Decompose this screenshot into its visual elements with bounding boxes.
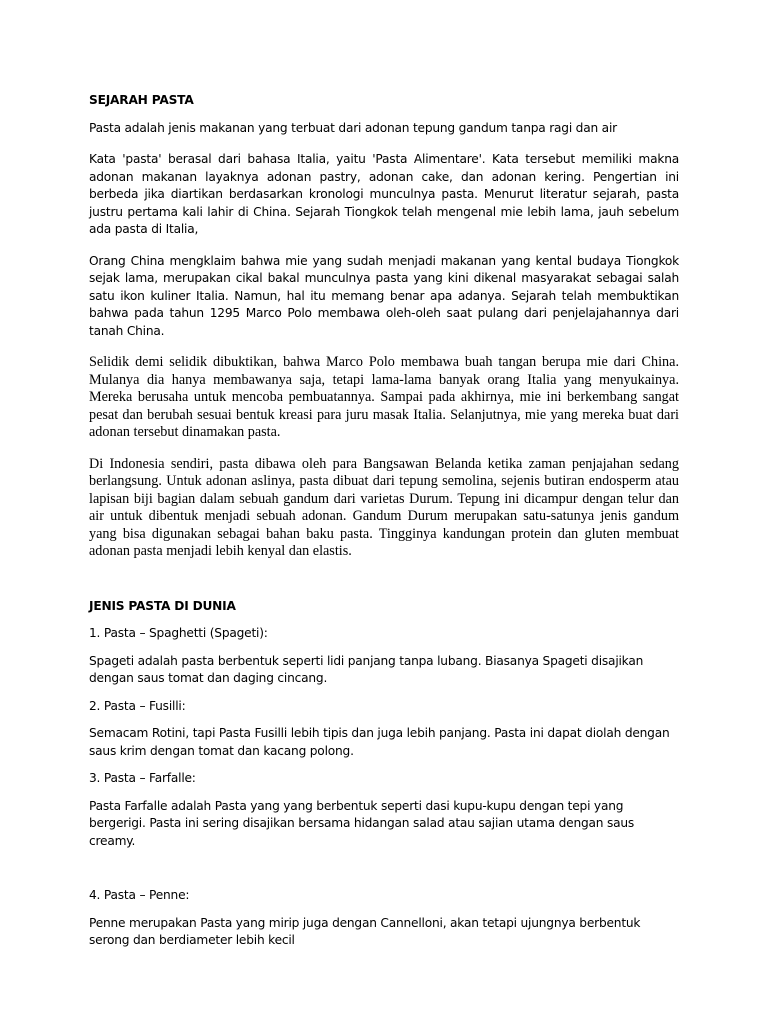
pasta-item-desc: Semacam Rotini, tapi Pasta Fusilli lebih tipis dan juga lebih panjang. Pasta ini dapat diolah dengan saus krim dengan tomat dan kacang polong.: [89, 726, 670, 758]
pasta-item-desc: Spageti adalah pasta berbentuk seperti lidi panjang tanpa lubang. Biasanya Spageti disajikan dengan saus tomat dan daging cincang.: [89, 653, 644, 685]
paragraph-2: Orang China mengklaim bahwa mie yang sudah menjadi makanan yang kental budaya Tiongkok sejak lama, merupakan cikal bakal munculnya pasta yang kini dikenal masyarakat sebagai salah satu ikon kuliner Italia. Namun, hal itu memang benar apa adanya. Sejarah telah membuktikan bahwa pada tahun 1295 Marco Polo membawa oleh-oleh saat pulang dari penjelajahannya dari tanah China.: [89, 253, 679, 338]
intro-paragraph: Pasta adalah jenis makanan yang terbuat dari adonan tepung gandum tanpa ragi dan air: [89, 120, 617, 135]
paragraph-4: Di Indonesia sendiri, pasta dibawa oleh para Bangsawan Belanda ketika zaman penjajahan sedang berlangsung. Untuk adonan aslinya, pasta dibuat dari tepung semolina, sejenis butiran endosperm atau lapisan biji bagian dalam sebuah gandum dari varietas Durum. Tepung ini dicampur dengan telur dan air untuk dibentuk menjadi sebuah adonan. Gandum Durum merupakan satu-satunya jenis gandum yang bisa digunakan sebagai bahan baku pasta. Tingginya kandungan protein dan gluten membuat adonan pasta menjadi lebih kenyal dan elastis.: [89, 455, 679, 559]
pasta-item-title: 2. Pasta – Fusilli:: [89, 698, 186, 713]
pasta-item-title: 4. Pasta – Penne:: [89, 888, 190, 902]
pasta-item-title: 3. Pasta – Farfalle:: [89, 771, 196, 785]
pasta-item-desc: Penne merupakan Pasta yang mirip juga dengan Cannelloni, akan tetapi ujungnya berbentuk serong dan berdiameter lebih kecil: [89, 915, 641, 947]
section-heading-jenis: JENIS PASTA DI DUNIA: [89, 598, 236, 613]
paragraph-3: Selidik demi selidik dibuktikan, bahwa Marco Polo membawa buah tangan berupa mie dari China. Mulanya dia hanya membawanya saja, tetapi lama-lama banyak orang Italia yang menyukainya. Mereka berusaha untuk mencoba pembuatannya. Sampai pada akhirnya, mie ini berkembang sangat pesat dan berubah sesuai bentuk kreasi para juru masak Italia. Selanjutnya, mie yang mereka buat dari adonan tersebut dinamakan pasta.: [89, 354, 679, 440]
pasta-item-desc: Pasta Farfalle adalah Pasta yang yang berbentuk seperti dasi kupu-kupu dengan tepi yang bergerigi. Pasta ini sering disajikan bersama hidangan salad atau sajian utama dengan saus creamy.: [89, 798, 635, 848]
paragraph-1: Kata 'pasta' berasal dari bahasa Italia, yaitu 'Pasta Alimentare'. Kata tersebut memiliki makna adonan makanan layaknya adonan pastry, adonan cake, dan adonan kering. Pengertian ini berbeda jika diartikan berdasarkan kronologi munculnya pasta. Menurut literatur sejarah, pasta justru pertama kali lahir di China. Sejarah Tiongkok telah mengenal mie lebih lama, jauh sebelum ada pasta di Italia,: [89, 152, 679, 236]
document-body: [89, 92, 679, 950]
section-heading-sejarah: SEJARAH PASTA: [89, 93, 194, 107]
pasta-item-title: 1. Pasta – Spaghetti (Spageti):: [89, 626, 268, 640]
